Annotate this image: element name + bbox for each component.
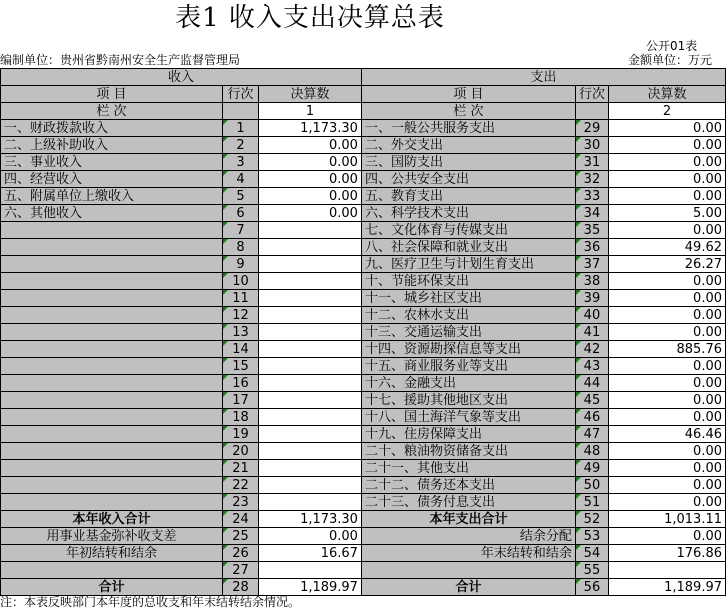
income-amount-cell xyxy=(258,562,361,579)
income-item-cell xyxy=(1,273,223,290)
expense-line-cell: 33 xyxy=(575,188,608,205)
income-item-header: 项 目 xyxy=(1,86,223,103)
income-amount-cell xyxy=(258,273,361,290)
income-amount-cell: 0.00 xyxy=(258,205,361,222)
income-line-cell: 16 xyxy=(222,375,258,392)
income-line-cell: 12 xyxy=(222,307,258,324)
income-item-cell: 四、经营收入 xyxy=(1,171,223,188)
income-item-cell xyxy=(1,392,223,409)
income-item-cell: 本年收入合计 xyxy=(1,511,223,528)
table-row xyxy=(1,409,726,426)
expense-item-cell: 十八、国土海洋气象等支出 xyxy=(361,409,575,426)
expense-item-cell: 十六、金融支出 xyxy=(361,375,575,392)
income-amount-cell: 1,189.97 xyxy=(258,579,361,596)
income-item-cell xyxy=(1,494,223,511)
income-line-cell: 11 xyxy=(222,290,258,307)
expense-line-header: 行次 xyxy=(575,86,608,103)
expense-amount-cell: 0.00 xyxy=(608,120,725,137)
income-line-cell: 1 xyxy=(222,120,258,137)
table-row xyxy=(1,375,726,392)
income-item-cell xyxy=(1,562,223,579)
income-line-cell: 22 xyxy=(222,477,258,494)
expense-line-cell: 37 xyxy=(575,256,608,273)
table-row xyxy=(1,188,726,205)
expense-line-cell: 38 xyxy=(575,273,608,290)
amount-unit: 金额单位：万元 xyxy=(628,53,713,67)
expense-line-cell: 39 xyxy=(575,290,608,307)
table-row xyxy=(1,528,726,545)
expense-line-cell: 41 xyxy=(575,324,608,341)
income-column-blank xyxy=(222,103,258,120)
expense-item-cell: 四、公共安全支出 xyxy=(361,171,575,188)
expense-item-cell: 十三、交通运输支出 xyxy=(361,324,575,341)
expense-line-cell: 31 xyxy=(575,154,608,171)
expense-line-cell: 54 xyxy=(575,545,608,562)
income-item-cell: 用事业基金弥补收支差 xyxy=(1,528,223,545)
income-column-label: 栏 次 xyxy=(1,103,223,120)
expense-line-cell: 44 xyxy=(575,375,608,392)
income-item-cell xyxy=(1,290,223,307)
expense-line-cell: 43 xyxy=(575,358,608,375)
income-line-cell: 9 xyxy=(222,256,258,273)
table-row xyxy=(1,341,726,358)
income-line-cell: 21 xyxy=(222,460,258,477)
table-row xyxy=(1,205,726,222)
expense-item-cell xyxy=(361,562,575,579)
income-amount-cell xyxy=(258,375,361,392)
income-item-cell xyxy=(1,409,223,426)
income-item-cell: 年初结转和结余 xyxy=(1,545,223,562)
table-row xyxy=(1,120,726,137)
expense-item-cell: 二、外交支出 xyxy=(361,137,575,154)
income-item-cell xyxy=(1,358,223,375)
form-code: 公开01表 xyxy=(646,39,698,53)
table-row xyxy=(1,324,726,341)
expense-item-cell: 十九、住房保障支出 xyxy=(361,426,575,443)
income-amount-cell: 0.00 xyxy=(258,188,361,205)
expense-item-cell: 本年支出合计 xyxy=(361,511,575,528)
income-amount-header: 决算数 xyxy=(258,86,361,103)
expense-amount-cell: 0.00 xyxy=(608,460,725,477)
expense-item-cell: 合计 xyxy=(361,579,575,596)
income-amount-cell xyxy=(258,358,361,375)
table-row xyxy=(1,460,726,477)
expense-amount-cell: 0.00 xyxy=(608,494,725,511)
expense-amount-cell xyxy=(608,562,725,579)
income-line-cell: 8 xyxy=(222,239,258,256)
table-row xyxy=(1,154,726,171)
income-amount-cell xyxy=(258,256,361,273)
expense-item-cell: 二十二、债务还本支出 xyxy=(361,477,575,494)
income-line-cell: 23 xyxy=(222,494,258,511)
table-row xyxy=(1,494,726,511)
expense-amount-cell: 0.00 xyxy=(608,358,725,375)
table-row xyxy=(1,426,726,443)
income-line-cell: 27 xyxy=(222,562,258,579)
income-amount-cell xyxy=(258,307,361,324)
income-amount-cell xyxy=(258,290,361,307)
income-line-cell: 19 xyxy=(222,426,258,443)
expense-line-cell: 53 xyxy=(575,528,608,545)
expense-line-cell: 42 xyxy=(575,341,608,358)
income-amount-cell xyxy=(258,409,361,426)
expense-amount-cell: 49.62 xyxy=(608,239,725,256)
table-row xyxy=(1,358,726,375)
income-item-cell xyxy=(1,222,223,239)
income-amount-cell: 0.00 xyxy=(258,171,361,188)
expense-amount-cell: 0.00 xyxy=(608,273,725,290)
income-amount-cell: 1,173.30 xyxy=(258,511,361,528)
income-item-cell xyxy=(1,426,223,443)
expense-item-cell: 十五、商业服务业等支出 xyxy=(361,358,575,375)
reporting-unit: 编制单位：贵州省黔南州安全生产监督管理局 xyxy=(0,53,241,67)
expense-item-header: 项 目 xyxy=(361,86,575,103)
income-line-cell: 4 xyxy=(222,171,258,188)
table-row xyxy=(1,222,726,239)
income-item-cell: 五、附属单位上缴收入 xyxy=(1,188,223,205)
expense-item-cell: 六、科学技术支出 xyxy=(361,205,575,222)
table-row xyxy=(1,477,726,494)
expense-amount-cell: 0.00 xyxy=(608,290,725,307)
expense-item-cell: 三、国防支出 xyxy=(361,154,575,171)
income-line-header: 行次 xyxy=(222,86,258,103)
expense-amount-cell: 0.00 xyxy=(608,477,725,494)
income-amount-cell: 1,173.30 xyxy=(258,120,361,137)
expense-amount-cell: 176.86 xyxy=(608,545,725,562)
header-row-section xyxy=(1,69,726,86)
expense-column-number: 2 xyxy=(608,103,725,120)
table-row xyxy=(1,511,726,528)
income-line-cell: 24 xyxy=(222,511,258,528)
income-header: 收入 xyxy=(1,69,362,86)
expense-amount-cell: 0.00 xyxy=(608,222,725,239)
table-row xyxy=(1,137,726,154)
income-line-cell: 26 xyxy=(222,545,258,562)
expense-line-cell: 52 xyxy=(575,511,608,528)
income-line-cell: 7 xyxy=(222,222,258,239)
expense-line-cell: 56 xyxy=(575,579,608,596)
income-amount-cell xyxy=(258,222,361,239)
income-column-number: 1 xyxy=(258,103,361,120)
expense-item-cell: 十七、援助其他地区支出 xyxy=(361,392,575,409)
expense-item-cell: 结余分配 xyxy=(361,528,575,545)
table-row xyxy=(1,579,726,596)
expense-item-cell: 十一、城乡社区支出 xyxy=(361,290,575,307)
expense-amount-cell: 0.00 xyxy=(608,324,725,341)
expense-item-cell: 二十一、其他支出 xyxy=(361,460,575,477)
expense-amount-cell: 5.00 xyxy=(608,205,725,222)
expense-amount-cell: 0.00 xyxy=(608,409,725,426)
table-row xyxy=(1,171,726,188)
income-amount-cell xyxy=(258,392,361,409)
expense-line-cell: 45 xyxy=(575,392,608,409)
expense-item-cell: 八、社会保障和就业支出 xyxy=(361,239,575,256)
expense-amount-cell: 26.27 xyxy=(608,256,725,273)
income-amount-cell xyxy=(258,239,361,256)
expense-amount-cell: 0.00 xyxy=(608,154,725,171)
income-item-cell: 一、财政拨款收入 xyxy=(1,120,223,137)
expense-line-cell: 32 xyxy=(575,171,608,188)
table-row xyxy=(1,443,726,460)
expense-line-cell: 49 xyxy=(575,460,608,477)
income-item-cell: 二、上级补助收入 xyxy=(1,137,223,154)
expense-item-cell: 十二、农林水支出 xyxy=(361,307,575,324)
expense-line-cell: 51 xyxy=(575,494,608,511)
income-item-cell xyxy=(1,324,223,341)
income-item-cell xyxy=(1,239,223,256)
expense-amount-cell: 885.76 xyxy=(608,341,725,358)
expense-item-cell: 一、一般公共服务支出 xyxy=(361,120,575,137)
expense-item-cell: 五、教育支出 xyxy=(361,188,575,205)
header-row-index xyxy=(1,103,726,120)
income-amount-cell xyxy=(258,324,361,341)
income-line-cell: 13 xyxy=(222,324,258,341)
expense-item-cell: 十四、资源勘探信息等支出 xyxy=(361,341,575,358)
expense-amount-cell: 0.00 xyxy=(608,307,725,324)
report-title: 表1 收入支出决算总表 xyxy=(175,3,445,33)
expense-amount-cell: 0.00 xyxy=(608,137,725,154)
income-amount-cell xyxy=(258,443,361,460)
expense-item-cell: 十、节能环保支出 xyxy=(361,273,575,290)
expense-amount-cell: 0.00 xyxy=(608,392,725,409)
income-item-cell xyxy=(1,307,223,324)
expense-amount-cell: 46.46 xyxy=(608,426,725,443)
income-item-cell: 六、其他收入 xyxy=(1,205,223,222)
income-item-cell: 合计 xyxy=(1,579,223,596)
expense-column-blank xyxy=(575,103,608,120)
income-line-cell: 25 xyxy=(222,528,258,545)
table-row xyxy=(1,545,726,562)
income-item-cell xyxy=(1,477,223,494)
income-line-cell: 14 xyxy=(222,341,258,358)
expense-amount-cell: 0.00 xyxy=(608,188,725,205)
income-line-cell: 15 xyxy=(222,358,258,375)
table-row xyxy=(1,273,726,290)
table-row xyxy=(1,256,726,273)
expense-line-cell: 29 xyxy=(575,120,608,137)
income-line-cell: 3 xyxy=(222,154,258,171)
income-item-cell xyxy=(1,341,223,358)
income-amount-cell xyxy=(258,341,361,358)
expense-line-cell: 47 xyxy=(575,426,608,443)
income-amount-cell: 16.67 xyxy=(258,545,361,562)
expense-line-cell: 48 xyxy=(575,443,608,460)
income-line-cell: 5 xyxy=(222,188,258,205)
footnote: 注：本表反映部门本年度的总收支和年末结转结余情况。 xyxy=(0,595,301,609)
expense-amount-cell: 1,013.11 xyxy=(608,511,725,528)
expense-item-cell: 二十、粮油物资储备支出 xyxy=(361,443,575,460)
income-line-cell: 18 xyxy=(222,409,258,426)
table-row xyxy=(1,392,726,409)
income-line-cell: 2 xyxy=(222,137,258,154)
income-line-cell: 28 xyxy=(222,579,258,596)
expense-column-label: 栏 次 xyxy=(361,103,575,120)
income-line-cell: 17 xyxy=(222,392,258,409)
expense-item-cell: 九、医疗卫生与计划生育支出 xyxy=(361,256,575,273)
income-amount-cell xyxy=(258,460,361,477)
table-row xyxy=(1,562,726,579)
income-amount-cell xyxy=(258,426,361,443)
income-item-cell xyxy=(1,443,223,460)
income-line-cell: 20 xyxy=(222,443,258,460)
income-amount-cell xyxy=(258,477,361,494)
expense-amount-cell: 0.00 xyxy=(608,171,725,188)
income-item-cell: 三、事业收入 xyxy=(1,154,223,171)
income-line-cell: 10 xyxy=(222,273,258,290)
expense-line-cell: 35 xyxy=(575,222,608,239)
expense-amount-cell: 0.00 xyxy=(608,443,725,460)
expense-line-cell: 55 xyxy=(575,562,608,579)
income-item-cell xyxy=(1,375,223,392)
expense-item-cell: 年末结转和结余 xyxy=(361,545,575,562)
expense-line-cell: 36 xyxy=(575,239,608,256)
expense-line-cell: 40 xyxy=(575,307,608,324)
expense-item-cell: 七、文化体育与传媒支出 xyxy=(361,222,575,239)
expense-line-cell: 34 xyxy=(575,205,608,222)
expense-amount-cell: 0.00 xyxy=(608,528,725,545)
income-amount-cell xyxy=(258,494,361,511)
income-amount-cell: 0.00 xyxy=(258,154,361,171)
income-amount-cell: 0.00 xyxy=(258,528,361,545)
income-item-cell xyxy=(1,256,223,273)
expense-line-cell: 46 xyxy=(575,409,608,426)
expense-amount-header: 决算数 xyxy=(608,86,725,103)
table-row xyxy=(1,307,726,324)
table-row xyxy=(1,239,726,256)
expense-amount-cell: 0.00 xyxy=(608,375,725,392)
income-amount-cell: 0.00 xyxy=(258,137,361,154)
expense-amount-cell: 1,189.97 xyxy=(608,579,725,596)
header-row-columns xyxy=(1,86,726,103)
expense-header: 支出 xyxy=(361,69,725,86)
income-line-cell: 6 xyxy=(222,205,258,222)
expense-line-cell: 50 xyxy=(575,477,608,494)
expense-line-cell: 30 xyxy=(575,137,608,154)
income-item-cell xyxy=(1,460,223,477)
income-expense-table xyxy=(0,68,726,596)
expense-item-cell: 二十三、债务付息支出 xyxy=(361,494,575,511)
table-row xyxy=(1,290,726,307)
